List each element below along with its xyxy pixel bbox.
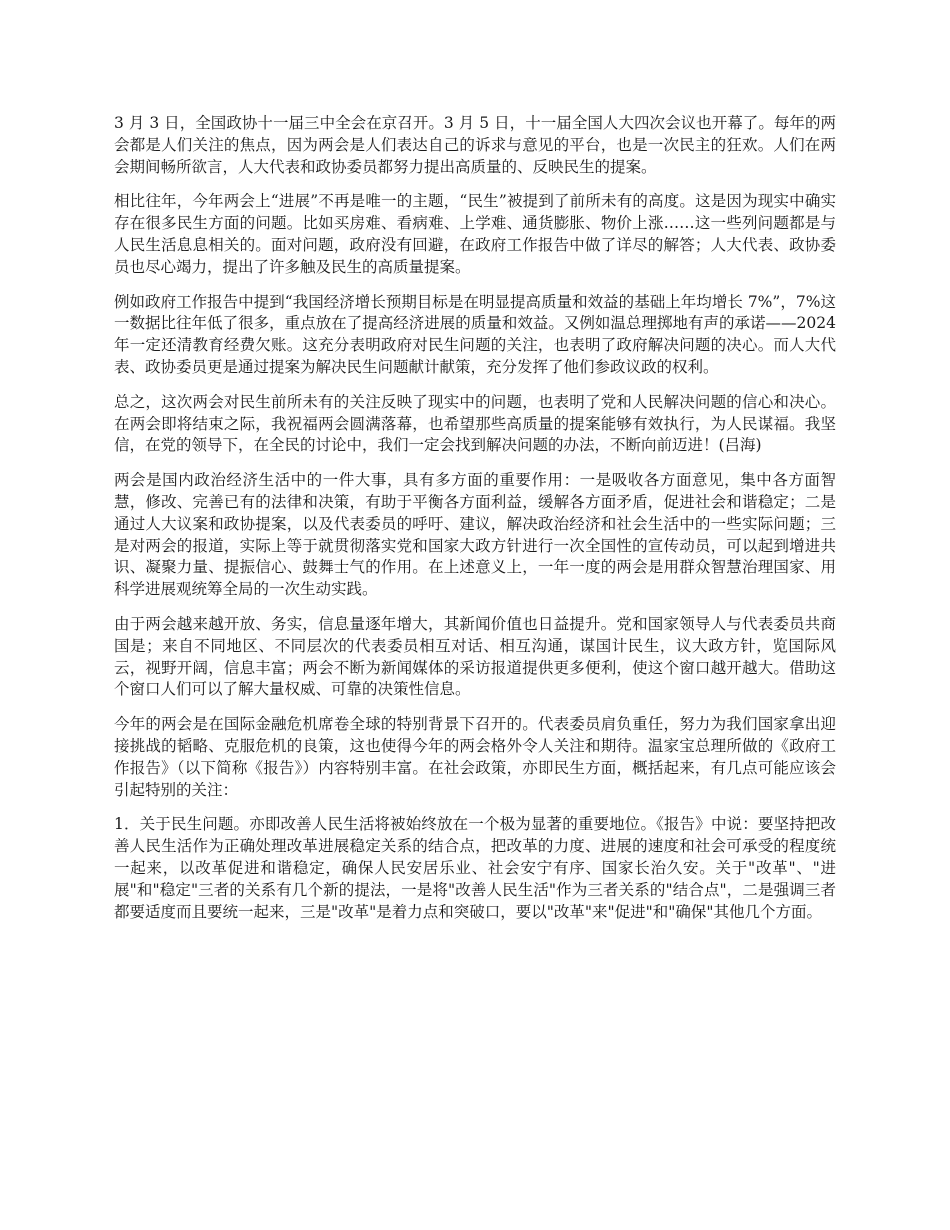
paragraph-5: 两会是国内政治经济生活中的一件大事，具有多方面的重要作用：一是吸收各方面意见，集中各方面智慧，修改、完善已有的法律和决策，有助于平衡各方面利益，缓解各方面矛盾，促进社会和谐稳定；二是通过人大议案和政协提案，以及代表委员的呼吁、建议，解决政治经济和社会生活中的一些实际问题；三是对两会的报道，实际上等于就贯彻落实党和国家大政方针进行一次全国性的宣传动员，可以起到增进共识、凝聚力量、提振信心、鼓舞士气的作用。在上述意义上，一年一度的两会是用群众智慧治理国家、用科学进展观统筹全局的一次生动实践。 bbox=[114, 471, 836, 599]
paragraph-8: 1．关于民生问题。亦即改善人民生活将被始终放在一个极为显著的重要地位。《报告》中说：要坚持把改善人民生活作为正确处理改革进展稳定关系的结合点，把改革的力度、进展的速度和社会可承受的程度统一起来，以改革促进和谐稳定，确保人民安居乐业、社会安宁有序、国家长治久安。关于"改革"、"进展"和"稳定"三者的关系有几个新的提法，一是将"改善人民生活"作为三者关系的"结合点"，二是强调三者都要适度而且要统一起来，三是"改革"是着力点和突破口，要以"改革"来"促进"和"确保"其他几个方面。 bbox=[114, 815, 836, 921]
document-body bbox=[114, 113, 836, 936]
paragraph-2: 相比往年，今年两会上“进展”不再是唯一的主题，“民生”被提到了前所未有的高度。这是因为现实中确实存在很多民生方面的问题。比如买房难、看病难、上学难、通货膨胀、物价上涨……这一些列问题都是与人民生活息息相关的。面对问题，政府没有回避，在政府工作报告中做了详尽的解答；人大代表、政协委员也尽心竭力，提出了许多触及民生的高质量提案。 bbox=[114, 192, 836, 276]
paragraph-3: 例如政府工作报告中提到“我国经济增长预期目标是在明显提高质量和效益的基础上年均增长 7%”，7%这一数据比往年低了很多，重点放在了提高经济进展的质量和效益。又例如温总理掷地有声的承诺——2024 年一定还清教育经费欠账。这充分表明政府对民生问题的关注，也表明了政府解决问题的决心。而人大代表、政协委员更是通过提案为解决民生问题献计献策，充分发挥了他们参政议政的权利。 bbox=[114, 292, 836, 376]
paragraph-6: 由于两会越来越开放、务实，信息量逐年增大，其新闻价值也日益提升。党和国家领导人与代表委员共商国是；来自不同地区、不同层次的代表委员相互对话、相互沟通，谋国计民生，议大政方针，览国际风云，视野开阔，信息丰富；两会不断为新闻媒体的采访报道提供更多便利，使这个窗口越开越大。借助这个窗口人们可以了解大量权威、可靠的决策性信息。 bbox=[114, 614, 836, 699]
paragraph-4: 总之，这次两会对民生前所未有的关注反映了现实中的问题，也表明了党和人民解决问题的信心和决心。在两会即将结束之际，我祝福两会圆满落幕，也希望那些高质量的提案能够有效执行，为人民谋福。我坚信，在党的领导下，在全民的讨论中，我们一定会找到解决问题的办法，不断向前迈进！(吕海) bbox=[114, 392, 836, 455]
paragraph-1: 3 月 3 日，全国政协十一届三中全会在京召开。3 月 5 日，十一届全国人大四次会议也开幕了。每年的两会都是人们关注的焦点，因为两会是人们表达自己的诉求与意见的平台，也是一次民主的狂欢。人们在两会期间畅所欲言，人大代表和政协委员都努力提出高质量的、反映民生的提案。 bbox=[114, 114, 836, 176]
paragraph-7: 今年的两会是在国际金融危机席卷全球的特别背景下召开的。代表委员肩负重任，努力为我们国家拿出迎接挑战的韬略、克服危机的良策，这也使得今年的两会格外令人关注和期待。温家宝总理所做的《政府工作报告》（以下简称《报告》）内容特别丰富。在社会政策，亦即民生方面，概括起来，有几点可能应该会引起特别的关注： bbox=[114, 715, 836, 799]
